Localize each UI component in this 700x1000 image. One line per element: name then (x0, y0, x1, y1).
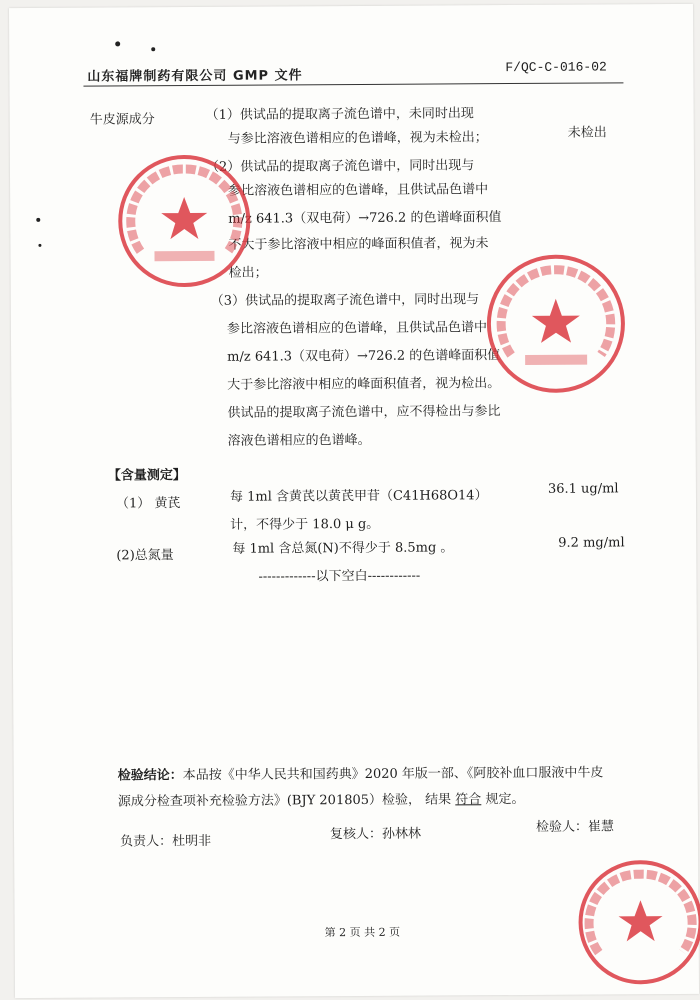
source-result: 未检出 (567, 125, 607, 141)
source-line-10: m/z 641.3（双电荷）→726.2 的色谱峰面积值 (227, 348, 501, 365)
assay-item-1-result: 36.1 ug/ml (547, 481, 619, 497)
source-line-12: 供试品的提取离子流色谱中，应不得检出与参比 (227, 404, 501, 421)
assay-item-1-req-1: 每 1ml 含黄芪以黄芪甲苷（C41H68O14） (229, 488, 488, 505)
source-line-9: 参比溶液色谱相应的色谱峰，且供试品色谱中 (226, 320, 488, 337)
assay-item-1-req-2: 计，不得少于 18.0 μ g。 (230, 516, 380, 533)
company-gmp-header: 山东福牌制药有限公司 GMP 文件 (87, 68, 303, 85)
conclusion-text-2: 源成分检查项补充检验方法》(BJY 201805）检验， 结果 (117, 792, 456, 810)
document-page (9, 4, 699, 998)
conclusion-line-2 (118, 791, 525, 811)
suzhou-quality-stamp (576, 856, 700, 987)
source-line-2: 与参比溶液色谱相应的色谱峰，视为未检出； (227, 130, 488, 147)
document-code: F/QC-C-016-02 (505, 59, 607, 76)
source-line-5: m/z 641.3（双电荷）→726.2 的色谱峰面积值 (228, 210, 502, 227)
signature-inspector: 检验人：崔慧 (535, 819, 615, 835)
conclusion-text-3: 规定。 (481, 791, 525, 808)
conclusion-verdict: 符合 (455, 792, 482, 808)
source-line-3: （2）供试品的提取离子流色谱中，同时出现与 (205, 158, 475, 175)
page-number: 第 2 页 共 2 页 (324, 925, 401, 940)
scan-speck (38, 244, 41, 247)
signature-responsible: 负责人：杜明非 (120, 833, 212, 850)
assay-item-2-label: (2)总氮量 (116, 548, 174, 564)
assay-item-2-req: 每 1ml 含总氮(N)不得少于 8.5mg 。 (232, 540, 454, 557)
conclusion-label: 检验结论： (117, 768, 183, 784)
signature-reviewer: 复核人：孙林林 (329, 826, 422, 843)
source-line-6: 不大于参比溶液中相应的峰面积值者，视为未 (228, 236, 489, 253)
scan-speck (151, 47, 155, 51)
source-line-11: 大于参比溶液中相应的峰面积值者，视为检出。 (227, 376, 501, 393)
scan-speck (36, 218, 40, 222)
inspection-report-stamp (114, 151, 255, 292)
conclusion-text-1: 本品按《中华人民共和国药典》2020 年版一部、《阿胶补血口服液中牛皮 (182, 765, 604, 784)
conclusion-line-1 (118, 764, 604, 785)
source-section-label: 牛皮源成分 (89, 112, 155, 128)
source-line-4: 参比溶液色谱相应的色谱峰，且供试品色谱中 (228, 182, 489, 199)
assay-title: 【含量测定】 (107, 468, 186, 484)
source-line-13: 溶液色谱相应的色谱峰。 (227, 432, 371, 449)
source-line-7: 检出； (228, 265, 268, 281)
source-line-8: （3）供试品的提取离子流色谱中，同时出现与 (210, 292, 480, 309)
source-line-1: （1）供试品的提取离子流色谱中，未同时出现 (205, 106, 474, 123)
assay-item-1-label: （1） 黄芪 (115, 496, 181, 512)
blank-marker: -------------以下空白------------ (258, 568, 421, 585)
scan-speck (115, 41, 120, 46)
assay-item-2-result: 9.2 mg/ml (558, 535, 625, 551)
quality-management-stamp (482, 250, 629, 397)
